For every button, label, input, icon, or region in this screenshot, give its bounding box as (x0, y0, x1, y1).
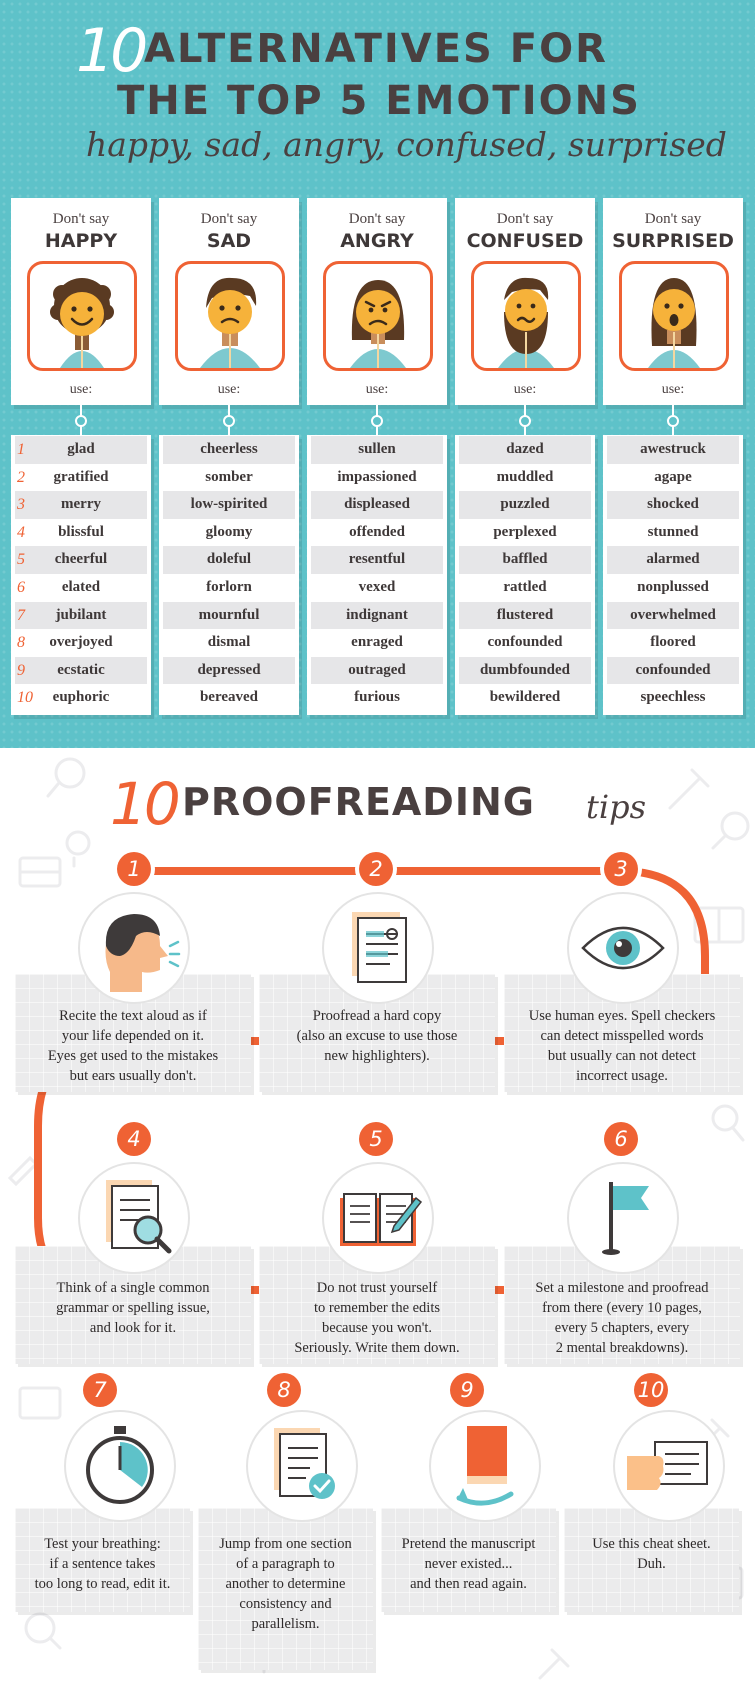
tip-card-10 (564, 1508, 739, 1612)
number-2: 2 (17, 468, 25, 486)
list-item: merry (15, 491, 147, 519)
list-item: doleful (163, 546, 295, 574)
list-item: perplexed (493, 523, 557, 540)
list-item: dumbfounded (459, 657, 591, 685)
list-item: offended (349, 523, 405, 540)
emotion-card-confused (455, 198, 595, 405)
list-item: cheerful (15, 546, 147, 574)
eye-icon (569, 894, 677, 1002)
use-label: use: (217, 382, 241, 397)
list-item: speechless (640, 689, 706, 706)
confused-face-icon (471, 261, 581, 371)
list-item: flustered (459, 602, 591, 630)
number-4: 4 (17, 523, 25, 541)
list-item: confounded (607, 657, 739, 685)
tip-text: Think of a single common grammar or spelling issue, and look for it. (56, 1280, 210, 1336)
use-label: use: (365, 382, 389, 397)
tip-number-badge: 9 (450, 1373, 484, 1407)
emotion-card-sad (159, 198, 299, 405)
list-item: agape (654, 468, 692, 485)
document-icon (324, 894, 432, 1002)
alternatives-list-sad (159, 435, 299, 715)
list-item: gratified (53, 468, 109, 485)
emotion-card-happy (11, 198, 151, 405)
list-item: dazed (459, 436, 591, 464)
list-item: floored (650, 634, 696, 651)
connector-dot (75, 415, 87, 427)
list-item: mournful (163, 602, 295, 630)
magnifier-document-icon (80, 1164, 188, 1272)
number-1: 1 (17, 441, 25, 458)
list-item: muddled (496, 468, 554, 485)
title-line-1: ALTERNATIVES FOR (144, 26, 608, 72)
tip-number-badge: 5 (359, 1122, 393, 1156)
list-item: bereaved (199, 689, 259, 706)
use-label: use: (69, 382, 93, 397)
emotion-card-surprised (603, 198, 743, 405)
list-item: stunned (647, 523, 699, 540)
list-item: shocked (607, 491, 739, 519)
list-item: somber (205, 468, 253, 485)
tip-card-8 (198, 1508, 373, 1670)
number-7: 7 (17, 606, 25, 624)
connector-dot (667, 415, 679, 427)
tip-text: Use human eyes. Spell checkers can detect misspelled words but usually can not detect incorrect usage. (528, 1008, 716, 1084)
list-item: outraged (311, 657, 443, 685)
list-item: vexed (358, 578, 396, 595)
angry-face-icon (323, 261, 433, 371)
emotion-word: SURPRISED (612, 230, 734, 252)
list-item: resentful (311, 546, 443, 574)
number-5: 5 (17, 551, 25, 569)
list-item: displeased (311, 491, 443, 519)
book-arrow-icon (431, 1412, 539, 1520)
emotion-word: HAPPY (44, 230, 118, 252)
list-item: depressed (163, 657, 295, 685)
list-item: dismal (207, 634, 251, 651)
happy-face-icon (27, 261, 137, 371)
list-item: alarmed (607, 546, 739, 574)
list-item: gloomy (205, 523, 253, 540)
dont-say-label: Don't say (644, 211, 702, 227)
stopwatch-icon (66, 1412, 174, 1520)
alternative-numbers (17, 436, 37, 712)
number-8: 8 (17, 634, 25, 652)
emotion-word: CONFUSED (466, 230, 584, 252)
list-item: bewildered (489, 689, 561, 706)
list-item: sullen (311, 436, 443, 464)
list-item: impassioned (337, 468, 417, 485)
list-item: nonplussed (637, 578, 709, 595)
tip-number-badge: 8 (267, 1373, 301, 1407)
subtitle: happy, sad, angry, confused, surprised (86, 125, 727, 164)
proofreading-title-word: PROOFREADING (182, 780, 535, 824)
tip-text: Use this cheat sheet. Duh. (592, 1536, 711, 1572)
tip-number-badge: 3 (604, 852, 638, 886)
tip-number-badge: 2 (359, 852, 393, 886)
number-6: 6 (17, 578, 25, 596)
tip-number-badge: 10 (634, 1373, 668, 1407)
alternatives-list-confused (455, 435, 595, 715)
proofreading-section (0, 748, 755, 1707)
emotions-section (0, 0, 755, 748)
tip-text: Set a milestone and proofread from there (every 10 pages, every 5 chapters, every 2 mental breakdowns). (535, 1280, 709, 1356)
checked-document-icon (248, 1412, 356, 1520)
list-item: awestruck (607, 436, 739, 464)
list-item: jubilant (15, 602, 147, 630)
connector-dot (519, 415, 531, 427)
list-item: rattled (503, 578, 547, 595)
alternatives-list-surprised (603, 435, 743, 715)
list-item: confounded (487, 634, 563, 651)
list-item: overwhelmed (607, 602, 739, 630)
title-line-2: THE TOP 5 EMOTIONS (117, 78, 641, 124)
speaking-head-icon (80, 894, 188, 1002)
dont-say-label: Don't say (52, 211, 110, 227)
tip-card-7 (15, 1508, 190, 1612)
hand-card-icon (615, 1412, 723, 1520)
tip-text: Test your breathing: if a sentence takes too long to read, edit it. (34, 1536, 171, 1592)
list-item: furious (354, 689, 400, 706)
list-item: puzzled (459, 491, 591, 519)
number-9: 9 (17, 661, 25, 679)
use-label: use: (661, 382, 685, 397)
flag-icon (569, 1164, 677, 1272)
list-item: elated (61, 578, 101, 595)
proofreading-title-number: 10 (110, 770, 178, 838)
list-item: enraged (351, 634, 403, 651)
use-label: use: (513, 382, 537, 397)
tip-number-badge: 6 (604, 1122, 638, 1156)
number-3: 3 (17, 496, 25, 514)
emotion-card-angry (307, 198, 447, 405)
dont-say-label: Don't say (200, 211, 258, 227)
tip-text: Recite the text aloud as if your life depended on it. Eyes get used to the mistakes but ears usually don't. (47, 1008, 219, 1084)
sad-face-icon (175, 261, 285, 371)
connector-dot (223, 415, 235, 427)
number-10: 10 (17, 689, 33, 707)
tip-text: Pretend the manuscript never existed... and then read again. (401, 1536, 536, 1592)
open-book-pen-icon (324, 1164, 432, 1272)
emotion-word: SAD (206, 230, 252, 252)
list-item: indignant (311, 602, 443, 630)
list-item: cheerless (163, 436, 295, 464)
list-item: glad (15, 436, 147, 464)
connector-dot (371, 415, 383, 427)
list-item: ecstatic (15, 657, 147, 685)
list-item: forlorn (206, 578, 252, 595)
list-item: overjoyed (49, 634, 113, 651)
tip-card-9 (381, 1508, 556, 1612)
tip-number-badge: 4 (117, 1122, 151, 1156)
emotion-word: ANGRY (340, 230, 414, 252)
title-number: 10 (76, 16, 145, 86)
tip-text: Proofread a hard copy (also an excuse to use those new highlighters). (296, 1008, 458, 1064)
tip-text: Jump from one section of a paragraph to another to determine consistency and parallelism. (219, 1536, 352, 1632)
list-item: low-spirited (163, 491, 295, 519)
list-item: euphoric (52, 689, 110, 706)
dont-say-label: Don't say (496, 211, 554, 227)
list-item: baffled (459, 546, 591, 574)
list-item: blissful (58, 523, 104, 540)
surprised-face-icon (619, 261, 729, 371)
alternatives-list-angry (307, 435, 447, 715)
tip-number-badge: 1 (117, 852, 151, 886)
tip-number-badge: 7 (83, 1373, 117, 1407)
dont-say-label: Don't say (348, 211, 406, 227)
proofreading-title-tips: tips (586, 788, 646, 826)
tip-text: Do not trust yourself to remember the edits because you won't. Seriously. Write them down. (294, 1280, 460, 1356)
